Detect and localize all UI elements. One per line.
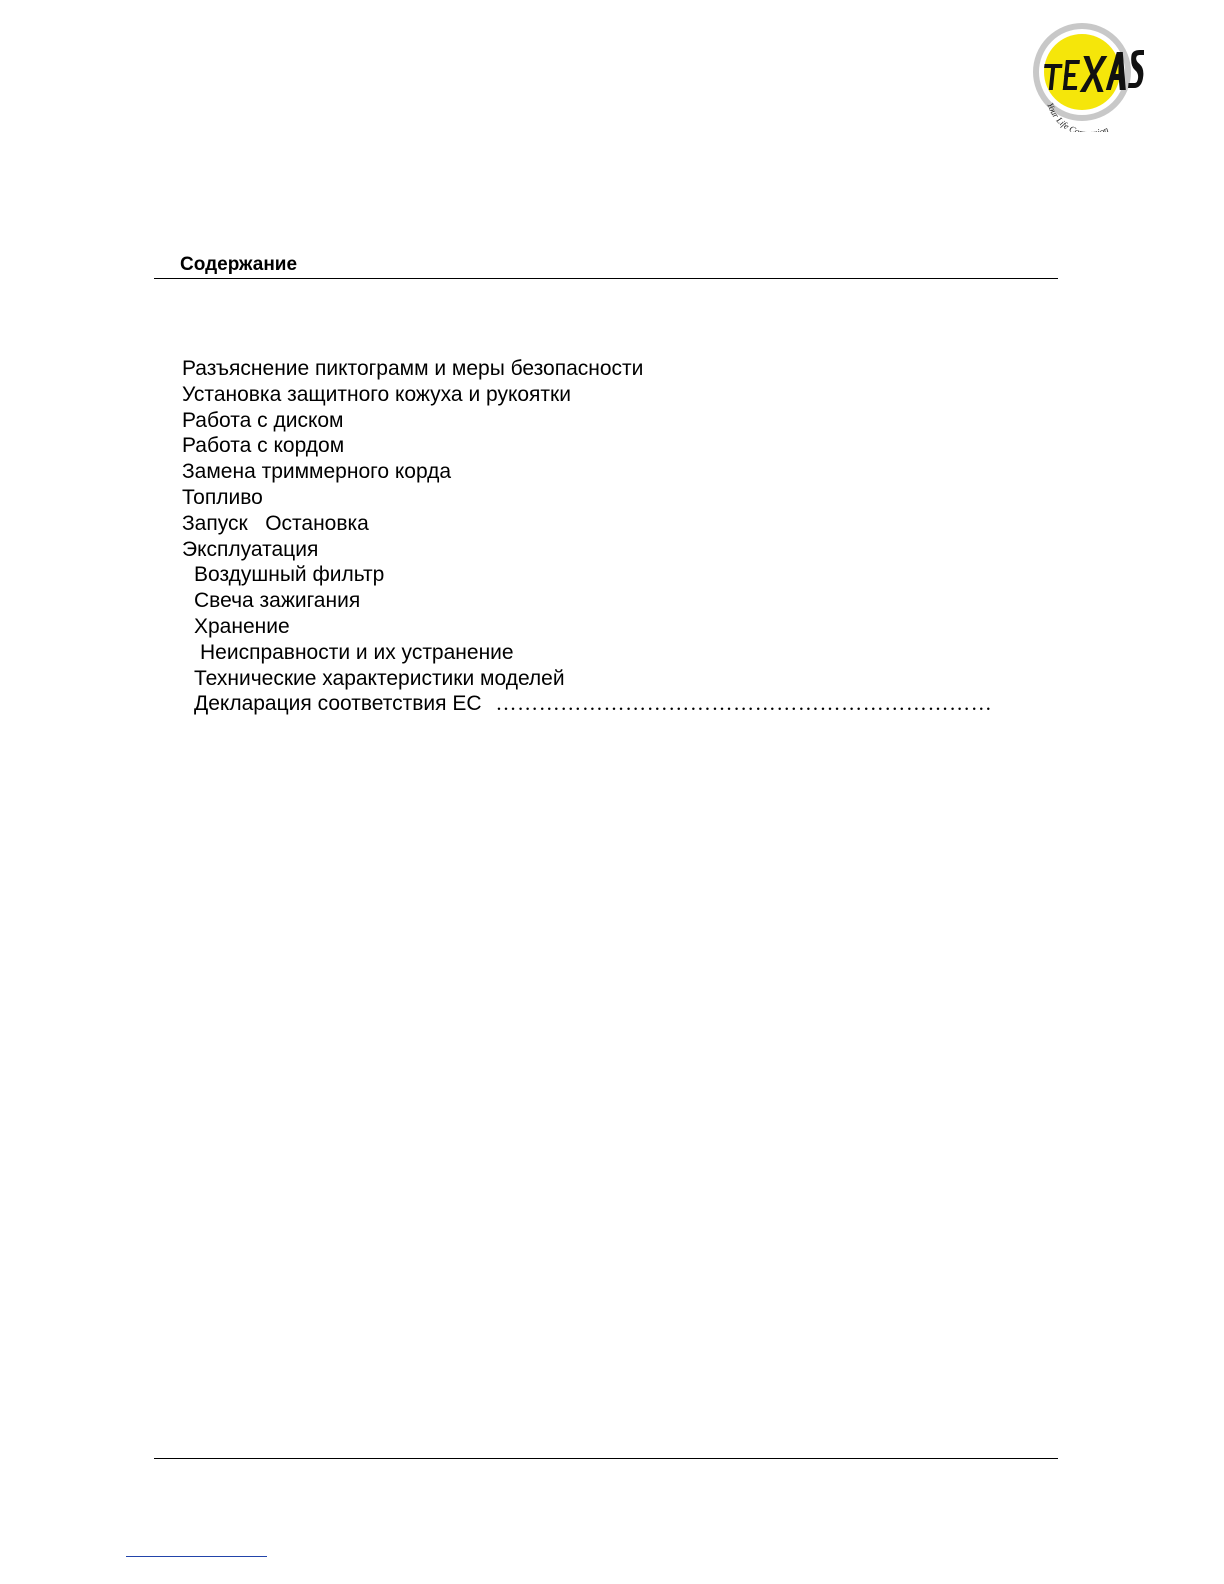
toc-item-specifications[interactable]: [182, 666, 1042, 692]
toc-item-label: Свеча зажигания: [194, 589, 361, 613]
logo-tagline-text: Your Life Co on: [1045, 101, 1110, 132]
toc-item-label: Установка защитного кожуха и рукоятки: [182, 382, 571, 406]
toc-item-ec-declaration[interactable]: [182, 691, 1042, 717]
top-divider: [154, 278, 1058, 279]
toc-leader-dots: ……………………………………………………………: [495, 691, 993, 716]
toc-item-label: Топливо: [182, 485, 263, 509]
toc-item-pictograms-safety[interactable]: [182, 356, 1042, 382]
texas-logo: [1032, 20, 1144, 132]
toc-item-spark-plug[interactable]: [182, 588, 1042, 614]
toc-heading: Содержание: [180, 254, 298, 275]
toc-list: [182, 356, 1042, 717]
toc-item-label: Замена триммерного корда: [182, 460, 452, 484]
toc-item-operation[interactable]: [182, 537, 1042, 563]
toc-item-label: Работа с кордом: [182, 434, 345, 458]
toc-item-storage[interactable]: [182, 614, 1042, 640]
toc-item-label: Неисправности и их устранение: [200, 640, 514, 664]
toc-item-label: Работа с диском: [182, 408, 344, 432]
toc-item-label: Хранение: [194, 614, 290, 638]
toc-item-troubleshooting[interactable]: [182, 640, 1042, 666]
toc-item-line-work[interactable]: [182, 433, 1042, 459]
toc-item-label: Воздушный фильтр: [194, 563, 385, 587]
toc-item-label: Разъяснение пиктограмм и меры безопасности: [182, 357, 644, 380]
toc-item-blade-work[interactable]: [182, 408, 1042, 434]
toc-item-guard-handle[interactable]: [182, 382, 1042, 408]
toc-item-label: Технические характеристики моделей: [194, 666, 565, 690]
bottom-divider: [154, 1458, 1058, 1459]
toc-item-air-filter[interactable]: [182, 562, 1042, 588]
toc-item-start-stop[interactable]: [182, 511, 1042, 537]
texas-logo-graphic: [1032, 20, 1144, 132]
footer-link-underline[interactable]: [126, 1556, 267, 1557]
toc-item-fuel[interactable]: [182, 485, 1042, 511]
toc-item-line-replacement[interactable]: [182, 459, 1042, 485]
toc-item-label: Запуск Остановка: [182, 511, 369, 535]
toc-item-label: Декларация соответствия ЕС: [194, 692, 482, 716]
toc-item-label: Эксплуатация: [182, 537, 319, 561]
